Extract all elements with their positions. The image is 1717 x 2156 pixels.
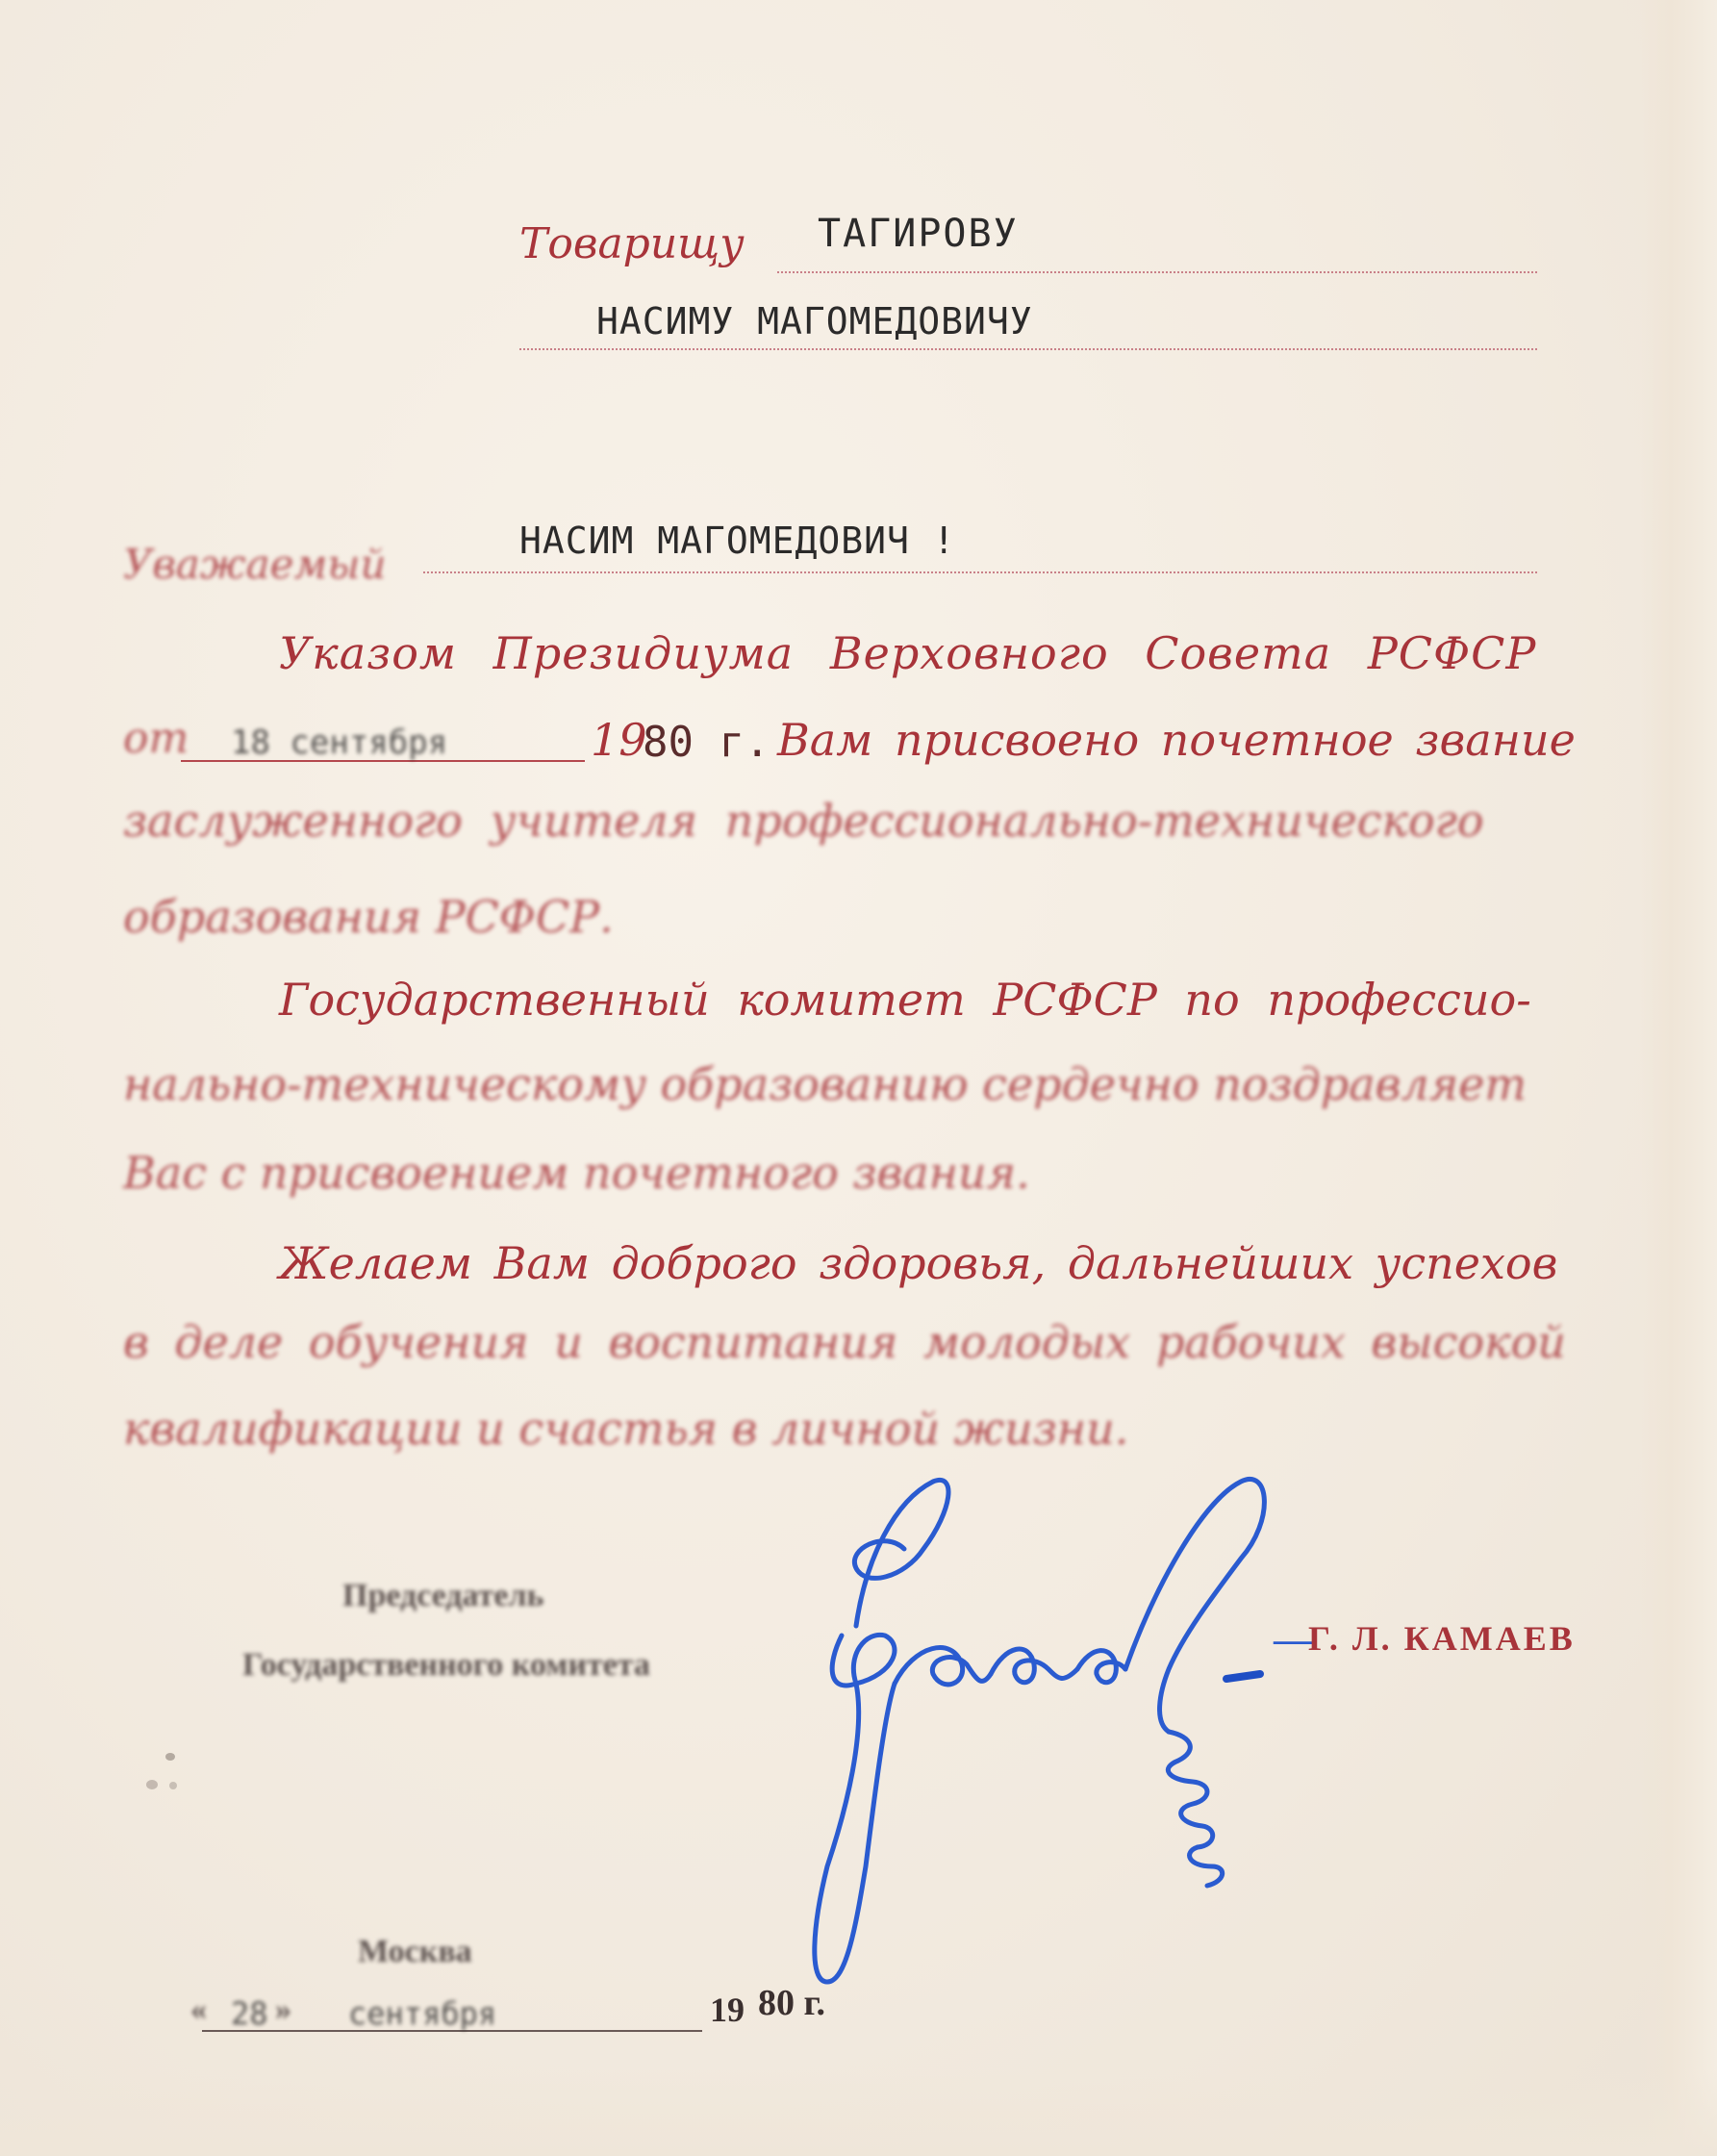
para1-line4: образования РСФСР. [123,891,614,943]
handwritten-signature [789,1443,1289,2020]
footer-year-suffix: 80 г. [758,1983,825,2023]
para1-date: 18 сентября [231,723,448,762]
ink-speck [146,1780,158,1789]
paper-edge [1640,0,1717,2156]
signer-name: Г. Л. КАМАЕВ [1308,1619,1576,1658]
para1-line1: Указом Президиума Верховного Совета РСФСР [279,627,1537,679]
para3-line2: в деле обучения и воспитания молодых рабочих высокой [123,1316,1566,1368]
footer-day-line [202,2030,308,2032]
para2-line2: нально-техническому образованию сердечно поздравляет [123,1058,1528,1110]
greeting-line [423,571,1537,573]
para2-line1: Государственный комитет РСФСР по профессио- [279,974,1531,1026]
signer-title-line1: Председатель [342,1578,544,1613]
footer-city: Москва [358,1934,472,1969]
ink-speck [169,1782,177,1789]
ink-speck [165,1753,175,1761]
address-name-line [519,348,1537,350]
para1-year-prefix: 19 [591,714,647,766]
footer-open-quote: « [190,1991,207,2027]
address-surname-line [777,271,1537,273]
footer-month: сентября [348,1995,497,2032]
footer-year-prefix: 19 [710,1991,745,2029]
paper-bottom-edge [0,2069,1717,2156]
address-name: НАСИМУ МАГОМЕДОВИЧУ [596,300,1033,342]
para3-line3: квалификации и счастья в личной жизни. [123,1403,1129,1455]
address-surname: ТАГИРОВУ [818,212,1019,256]
signer-dash: — [1274,1617,1312,1661]
para1-ot: от [123,714,189,763]
para1-year-suffix: 80 г. [643,718,770,767]
para3-line1: Желаем Вам доброго здоровья, дальнейших успехов [279,1237,1558,1289]
greeting-prefix: Уважаемый [123,541,387,588]
address-prefix: Товарищу [519,219,745,268]
greeting-name: НАСИМ МАГОМЕДОВИЧ ! [519,520,956,562]
para2-line3: Вас с присвоением почетного звания. [123,1147,1030,1199]
footer-close-quote: » [275,1991,291,2027]
signer-title-line2: Государственного комитета [242,1647,650,1683]
para1-line2-rest: Вам присвоено почетное звание [777,714,1576,766]
footer-day: 28 [231,1995,268,2032]
para1-line3: заслуженного учителя профессионально-технического [123,795,1484,847]
